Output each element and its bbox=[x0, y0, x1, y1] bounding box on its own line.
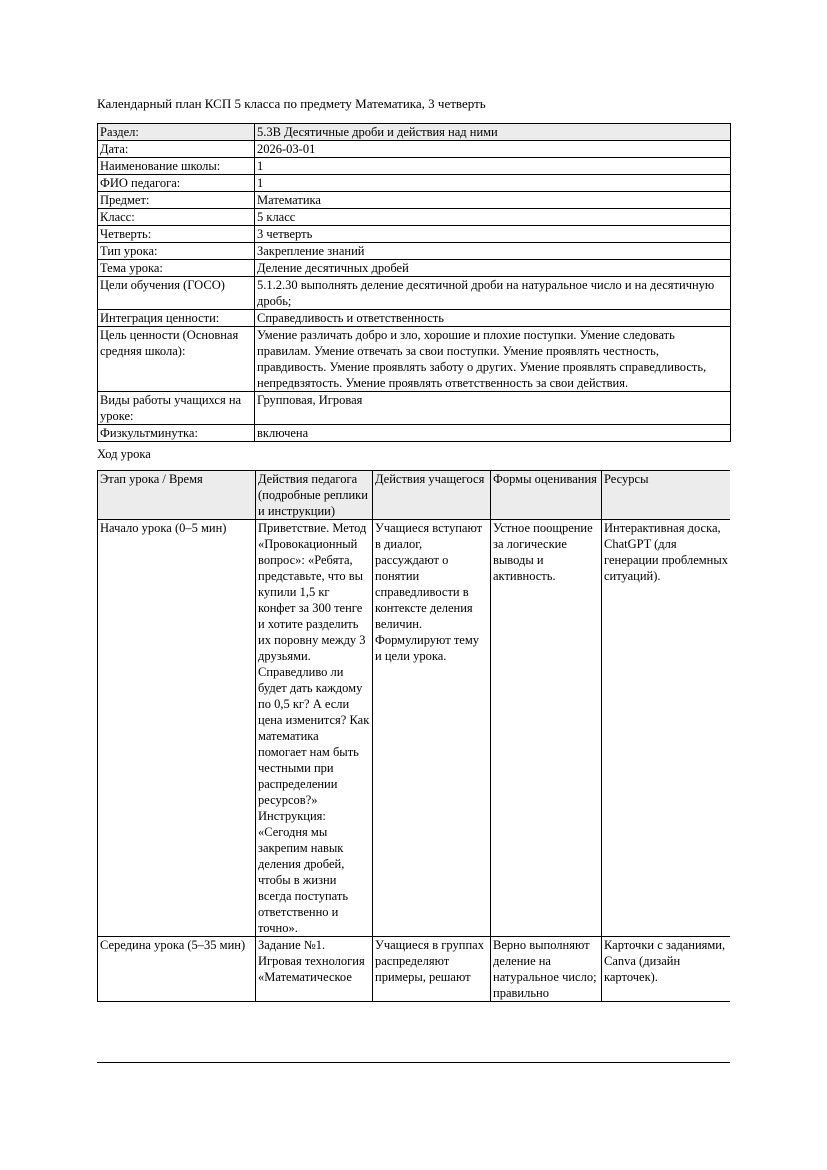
info-label-cell: Раздел: bbox=[98, 124, 255, 141]
info-row bbox=[98, 260, 731, 277]
info-row bbox=[98, 175, 731, 192]
section-heading: Ход урока bbox=[97, 447, 151, 461]
info-row bbox=[98, 209, 731, 226]
student-actions-cell: Учащиеся в группах распределяют примеры, решают bbox=[373, 937, 491, 1002]
info-row bbox=[98, 392, 731, 425]
header-cell-assessment: Формы оценивания bbox=[491, 471, 602, 520]
info-value-cell: Справедливость и ответственность bbox=[255, 310, 731, 327]
info-label-cell: Предмет: bbox=[98, 192, 255, 209]
header-cell-teacher-actions: Действия педагога (подробные реплики и инструкции) bbox=[256, 471, 373, 520]
info-value-cell: 5.3В Десятичные дроби и действия над ними bbox=[255, 124, 731, 141]
info-label-cell: Тема урока: bbox=[98, 260, 255, 277]
info-row bbox=[98, 192, 731, 209]
resources-cell: Карточки с заданиями, Canva (дизайн карточек). bbox=[602, 937, 731, 1002]
stage-cell: Начало урока (0–5 мин) bbox=[98, 520, 256, 937]
info-row bbox=[98, 226, 731, 243]
info-value-cell: 1 bbox=[255, 175, 731, 192]
flow-header-row bbox=[98, 471, 731, 520]
info-row bbox=[98, 141, 731, 158]
info-row bbox=[98, 425, 731, 442]
info-row bbox=[98, 124, 731, 141]
info-value-cell: 3 четверть bbox=[255, 226, 731, 243]
info-value-cell: Математика bbox=[255, 192, 731, 209]
flow-row bbox=[98, 937, 731, 1002]
page-content bbox=[97, 96, 730, 1063]
info-value-cell: 2026-03-01 bbox=[255, 141, 731, 158]
assessment-cell: Верно выполняют деление на натуральное число; правильно bbox=[491, 937, 602, 1002]
info-value-cell: 5.1.2.30 выполнять деление десятичной дроби на натуральное число и на десятичную дробь; bbox=[255, 277, 731, 310]
info-value-cell: Деление десятичных дробей bbox=[255, 260, 731, 277]
info-label-cell: Дата: bbox=[98, 141, 255, 158]
info-label-cell: Виды работы учащихся на уроке: bbox=[98, 392, 255, 425]
info-value-cell: Групповая, Игровая bbox=[255, 392, 731, 425]
header-cell-student-actions: Действия учащегося bbox=[373, 471, 491, 520]
info-label-cell: Интеграция ценности: bbox=[98, 310, 255, 327]
info-label-cell: Класс: bbox=[98, 209, 255, 226]
student-actions-cell: Учащиеся вступают в диалог, рассуждают о понятии справедливости в контексте деления величин. Формулируют тему и цели урока. bbox=[373, 520, 491, 937]
flow-row bbox=[98, 520, 731, 937]
info-row bbox=[98, 243, 731, 260]
info-value-cell: 5 класс bbox=[255, 209, 731, 226]
info-row bbox=[98, 310, 731, 327]
lesson-info-table bbox=[97, 123, 731, 442]
info-label-cell: Физкультминутка: bbox=[98, 425, 255, 442]
info-value-cell: 1 bbox=[255, 158, 731, 175]
info-label-cell: Тип урока: bbox=[98, 243, 255, 260]
lesson-flow-table-clip bbox=[97, 470, 730, 1063]
page-title: Календарный план КСП 5 класса по предмету Математика, 3 четверть bbox=[97, 96, 486, 111]
info-value-cell: Умение различать добро и зло, хорошие и плохие поступки. Умение следовать правилам. Умение отвечать за свои поступки. Умение проявлять честность, правдивость. Умение проявлять заботу о других. Умение проявлять справедливость, непредвзятость. Умение проявлять ответственность за свои действия. bbox=[255, 327, 731, 392]
teacher-actions-cell: Задание №1. Игровая технология «Математическое bbox=[256, 937, 373, 1002]
info-label-cell: Наименование школы: bbox=[98, 158, 255, 175]
info-row bbox=[98, 327, 731, 392]
info-row bbox=[98, 277, 731, 310]
lesson-flow-table bbox=[97, 470, 730, 1002]
header-cell-stage: Этап урока / Время bbox=[98, 471, 256, 520]
resources-cell: Интерактивная доска, ChatGPT (для генерации проблемных ситуаций). bbox=[602, 520, 731, 937]
stage-cell: Середина урока (5–35 мин) bbox=[98, 937, 256, 1002]
info-label-cell: Цели обучения (ГОСО) bbox=[98, 277, 255, 310]
header-cell-resources: Ресурсы bbox=[602, 471, 731, 520]
info-value-cell: включена bbox=[255, 425, 731, 442]
info-label-cell: ФИО педагога: bbox=[98, 175, 255, 192]
info-value-cell: Закрепление знаний bbox=[255, 243, 731, 260]
assessment-cell: Устное поощрение за логические выводы и активность. bbox=[491, 520, 602, 937]
info-label-cell: Четверть: bbox=[98, 226, 255, 243]
info-label-cell: Цель ценности (Основная средняя школа): bbox=[98, 327, 255, 392]
info-row bbox=[98, 158, 731, 175]
teacher-actions-cell: Приветствие. Метод «Провокационный вопрос»: «Ребята, представьте, что вы купили 1,5 кг конфет за 300 тенге и хотите разделить их поровну между 3 друзьями. Справедливо ли будет дать каждому по 0,5 кг? А если цена изменится? Как математика помогает нам быть честными при распределении ресурсов?» Инструкция: «Сегодня мы закрепим навык деления дробей, чтобы в жизни всегда поступать ответственно и точно». bbox=[256, 520, 373, 937]
